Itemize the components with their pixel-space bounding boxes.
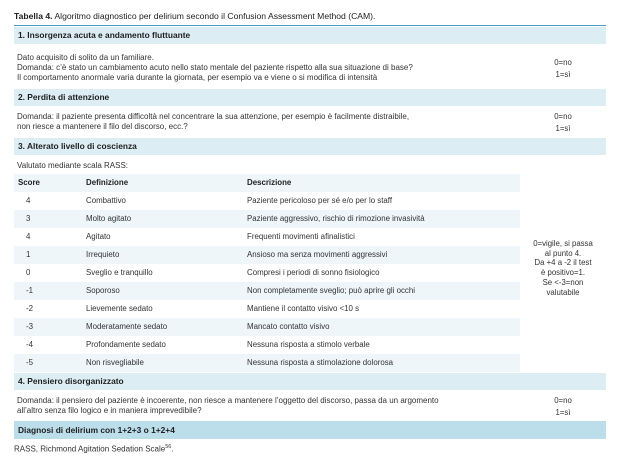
rass-description: Nessuna risposta a stimolazione dolorosa [247, 358, 394, 367]
footnote-text: RASS, Richmond Agitation Sedation Scale [14, 444, 166, 454]
rass-score: 4 [26, 232, 31, 241]
section-1-score-yes: 1=sì [520, 70, 606, 80]
col-score-header: Score [18, 178, 40, 187]
table-row [14, 210, 520, 228]
rass-score: -5 [26, 358, 34, 367]
rass-score: -2 [26, 304, 34, 313]
table-caption [14, 11, 609, 21]
rass-score: 0 [26, 268, 31, 277]
section-2-score-no: 0=no [520, 112, 606, 122]
table-row [14, 282, 520, 300]
rass-score: -1 [26, 286, 34, 295]
col-descrizione-header: Descrizione [247, 178, 292, 187]
section-4-score-yes: 1=sì [520, 408, 606, 418]
section-1-header: 1. Insorgenza acuta e andamento fluttuante [14, 27, 606, 44]
rass-definition: Molto agitato [86, 214, 132, 223]
rass-note-line: Se <-3=non [542, 277, 584, 287]
rass-definition: Agitato [86, 232, 111, 241]
rass-description: Mancato contatto visivo [247, 322, 330, 331]
rass-scoring-note [520, 239, 606, 297]
rass-score: -4 [26, 340, 34, 349]
rass-description: Nessuna risposta a stimolo verbale [247, 340, 370, 349]
table-row [14, 318, 520, 336]
rass-definition: Sveglio e tranquillo [86, 268, 153, 277]
rass-description: Compresi i periodi di sonno fisiologico [247, 268, 380, 277]
rass-score: 1 [26, 250, 31, 259]
table-row [14, 228, 520, 246]
section-1-line-1: Dato acquisito di solito da un familiare. [17, 53, 154, 62]
section-4-header: 4. Pensiero disorganizzato [14, 373, 606, 390]
rass-definition: Soporoso [86, 286, 120, 295]
rass-description: Mantiene il contatto visivo <10 s [247, 304, 360, 313]
section-1-line-3: Il comportamento anormale varia durante la giornata, per esempio va e viene o si modifica di intensità [17, 73, 378, 82]
section-1-score-no: 0=no [520, 58, 606, 68]
caption-text: Algoritmo diagnostico per delirium secondo il Confusion Assessment Method (CAM). [52, 11, 376, 21]
rass-score: 3 [26, 214, 31, 223]
rass-score: 4 [26, 196, 31, 205]
table-row [14, 336, 520, 354]
rass-definition: Irrequieto [86, 250, 120, 259]
rass-definition: Profondamente sedato [86, 340, 166, 349]
rass-note-line: è positivo=1. [541, 268, 585, 278]
table-row [14, 246, 520, 264]
col-definizione-header: Definizione [86, 178, 129, 187]
section-2-score-yes: 1=sì [520, 124, 606, 134]
rass-score: -3 [26, 322, 34, 331]
table-row [14, 300, 520, 318]
section-2-header: 2. Perdita di attenzione [14, 89, 606, 106]
table-row [14, 354, 520, 372]
rass-description: Paziente pericoloso per sé e/o per lo staff [247, 196, 393, 205]
section-2-line-2: non riesce a mantenere il filo del discorso, ecc.? [17, 122, 188, 131]
rass-definition: Moderatamente sedato [86, 322, 168, 331]
footnote-ref: 56 [165, 444, 172, 450]
rass-definition: Lievemente sedato [86, 304, 153, 313]
section-3-header: 3. Alterato livello di coscienza [14, 138, 606, 155]
section-4-line-1: Domanda: il pensiero del paziente è incoerente, non riesce a mantenere l’oggetto del discorso, passa da un argomento [17, 396, 439, 405]
diagnosis-row: Diagnosi di delirium con 1+2+3 o 1+2+4 [14, 421, 606, 439]
rass-note-line: valutabile [546, 287, 580, 297]
rass-description: Frequenti movimenti afinalistici [247, 232, 355, 241]
rass-definition: Combattivo [86, 196, 126, 205]
caption-label: Tabella 4. [14, 11, 53, 21]
rass-description: Non completamente sveglio; può aprire gli occhi [247, 286, 415, 295]
section-1-line-2: Domanda: c’è stato un cambiamento acuto nello stato mentale del paziente rispetto alla sua situazione di base? [17, 63, 413, 72]
section-4-score-no: 0=no [520, 396, 606, 406]
section-4-line-2: all’altro senza filo logico e in maniera imprevedibile? [17, 406, 202, 415]
table-row [14, 192, 520, 210]
rass-table-header [14, 174, 520, 192]
table-footnote [14, 444, 174, 454]
top-rule [14, 25, 606, 26]
rass-description: Paziente aggressivo, rischio di rimozione invasività [247, 214, 425, 223]
rass-note-line: 0=vigile, si passa [533, 239, 593, 248]
rass-description: Ansioso ma senza movimenti aggressivi [247, 250, 388, 259]
table-row [14, 264, 520, 282]
footnote-tail: . [171, 444, 174, 454]
rass-note-line: al punto 4. [544, 248, 582, 258]
section-2-line-1: Domanda: il paziente presenta difficoltà nel concentrare la sua attenzione, per esempio è facilmente distraibile, [17, 112, 410, 121]
rass-note-line: Da +4 a -2 il test [534, 258, 592, 268]
rass-intro: Valutato mediante scala RASS: [17, 161, 129, 170]
rass-definition: Non risvegliabile [86, 358, 144, 367]
